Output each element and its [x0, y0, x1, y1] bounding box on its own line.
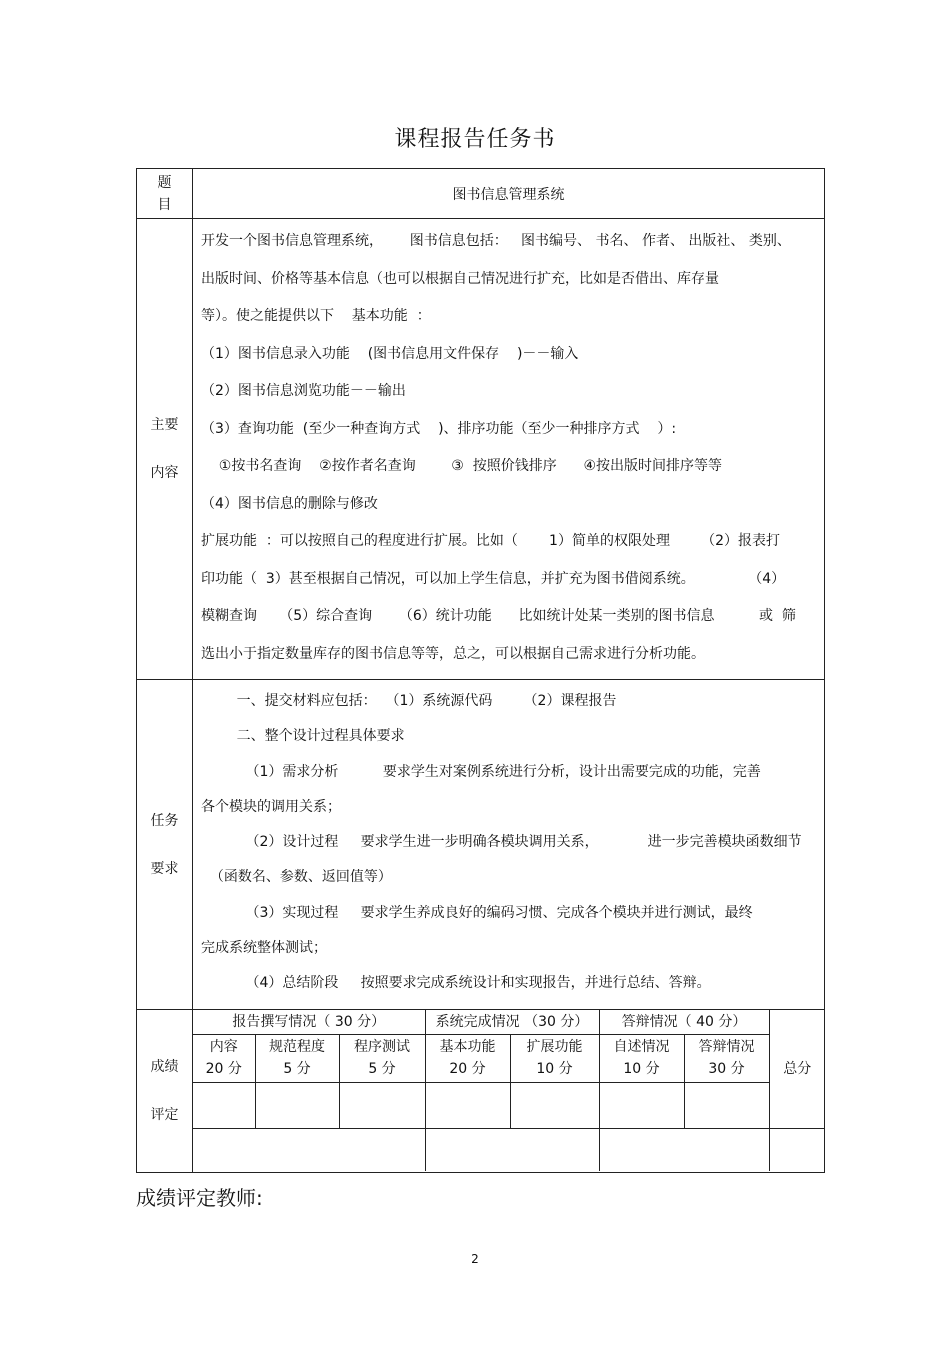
grading-row: [137, 1010, 825, 1173]
score-entry-cell[interactable]: [684, 1082, 769, 1128]
grading-item-name: 答辩情况: [698, 1039, 755, 1055]
grading-item: [684, 1034, 769, 1082]
report-group-header: 报告撰写情况（ 30 分）: [193, 1010, 425, 1034]
grading-item: [599, 1034, 684, 1082]
grading-label: [137, 1010, 193, 1173]
grading-item-score: 10 分: [623, 1061, 660, 1077]
score-entry-cell[interactable]: [255, 1082, 339, 1128]
score-entry-cell[interactable]: [339, 1082, 425, 1128]
grading-item-score: 20 分: [205, 1061, 242, 1077]
requirements-line: （3）实现过程 要求学生养成良好的编码习惯、完成各个模块并进行测试，最终: [201, 904, 753, 921]
grading-item: [193, 1034, 255, 1082]
requirements-body: [193, 680, 825, 1010]
topic-label-line2: 目: [157, 196, 172, 213]
grading-item: [510, 1034, 599, 1082]
requirements-line: （函数名、参数、返回值等）: [201, 869, 392, 886]
grading-item-name: 自述情况: [613, 1039, 670, 1055]
grading-item-score: 5 分: [368, 1061, 396, 1077]
requirements-line: （1）需求分析 要求学生对案例系统进行分析，设计出需要完成的功能，完善: [201, 763, 761, 780]
defense-group-header: 答辩情况（ 40 分）: [599, 1010, 769, 1034]
content-label: [137, 219, 193, 680]
requirements-label: [137, 680, 193, 1010]
requirements-line: （2）设计过程 要求学生进一步明确各模块调用关系， 进一步完善模块函数细节: [201, 834, 802, 851]
grading-item-score: 5 分: [283, 1061, 311, 1077]
content-line: （2）图书信息浏览功能－－输出: [201, 383, 406, 399]
grading-item-name: 规范程度: [269, 1039, 325, 1055]
requirements-line: （4）总结阶段 按照要求完成系统设计和实现报告，并进行总结、答辩。: [201, 975, 711, 992]
task-table: [136, 168, 825, 1173]
grading-item-name: 程序测试: [354, 1039, 411, 1055]
content-line: 选出小于指定数量库存的图书信息等等，总之，可以根据自己需求进行分析功能。: [201, 645, 705, 662]
grading-items-row: [193, 1034, 825, 1082]
grading-item-name: 基本功能: [439, 1039, 496, 1055]
requirements-line: 一、提交材料应包括： （1）系统源代码 （2）课程报告: [201, 693, 617, 709]
system-subtotal-cell[interactable]: [425, 1128, 599, 1171]
content-line: 模糊查询 （5）综合查询 （6）统计功能 比如统计处某一类别的图书信息 或 筛: [201, 608, 796, 624]
content-row: [137, 219, 825, 680]
grading-group-row: [193, 1010, 825, 1034]
grading-item-score: 30 分: [708, 1061, 745, 1077]
grading-item: [425, 1034, 510, 1082]
total-score-cell[interactable]: [769, 1128, 825, 1171]
grading-item-score: 10 分: [536, 1061, 573, 1077]
content-line: 等）。使之能提供以下 基本功能 ：: [201, 308, 431, 324]
score-entry-cell[interactable]: [510, 1082, 599, 1128]
grading-item-name: 扩展功能: [526, 1039, 583, 1055]
grading-cell: [193, 1010, 825, 1173]
topic-label-line1: 题: [157, 174, 172, 191]
content-line: 出版时间、价格等基本信息（也可以根据自己情况进行扩充，比如是否借出、库存量: [201, 270, 719, 287]
grading-item-score: 20 分: [449, 1061, 486, 1077]
report-subtotal-cell[interactable]: [193, 1128, 425, 1171]
topic-label: [137, 169, 193, 219]
content-line: （3）查询功能 (至少一种查询方式 )、排序功能（至少一种排序方式 ）:: [201, 420, 677, 437]
grading-label-line2: 评定: [150, 1107, 179, 1123]
grading-item: [255, 1034, 339, 1082]
content-label-line2: 内容: [150, 465, 179, 481]
grading-teacher-label: 成绩评定教师:: [136, 1186, 263, 1210]
requirements-line: 二、整个设计过程具体要求: [201, 728, 405, 745]
grading-item: [339, 1034, 425, 1082]
system-group-header: 系统完成情况 （30 分）: [425, 1010, 599, 1034]
score-entry-cell[interactable]: [425, 1082, 510, 1128]
requirements-line: 各个模块的调用关系；: [201, 798, 341, 815]
requirements-label-line2: 要求: [150, 860, 179, 877]
grading-item-name: 内容: [209, 1039, 238, 1055]
total-header: 总分: [769, 1010, 825, 1128]
content-line: （1）图书信息录入功能 (图书信息用文件保存 )－－输入: [201, 345, 579, 362]
content-line: ①按书名查询 ②按作者名查询 ③ 按照价钱排序 ④按出版时间排序等等: [201, 458, 723, 474]
score-entry-row: [193, 1082, 825, 1128]
content-line: 印功能（ 3）甚至根据自己情况，可以加上学生信息，并扩充为图书借阅系统。 （4）: [201, 570, 786, 587]
score-entry-cell[interactable]: [193, 1082, 255, 1128]
content-label-line1: 主要: [150, 417, 179, 433]
page-number: 2: [471, 1252, 479, 1266]
topic-value: 图书信息管理系统: [193, 169, 825, 219]
content-line: 扩展功能 ：可以按照自己的程度进行扩展。比如（ 1）简单的权限处理 （2）报表打: [201, 533, 781, 549]
subtotal-row: [193, 1128, 825, 1171]
requirements-label-line1: 任务: [150, 812, 179, 829]
score-entry-cell[interactable]: [599, 1082, 684, 1128]
content-line: （4）图书信息的删除与修改: [201, 495, 378, 512]
grading-table: [193, 1010, 825, 1171]
content-body: [193, 219, 825, 680]
defense-subtotal-cell[interactable]: [599, 1128, 769, 1171]
requirements-line: 完成系统整体测试；: [201, 940, 327, 957]
content-line: 开发一个图书信息管理系统， 图书信息包括： 图书编号、 书名、 作者、 出版社、 类别、: [201, 233, 791, 249]
requirements-row: [137, 680, 825, 1010]
topic-row: [137, 169, 825, 219]
grading-label-line1: 成绩: [150, 1059, 179, 1075]
page-title: 课程报告任务书: [394, 127, 556, 152]
